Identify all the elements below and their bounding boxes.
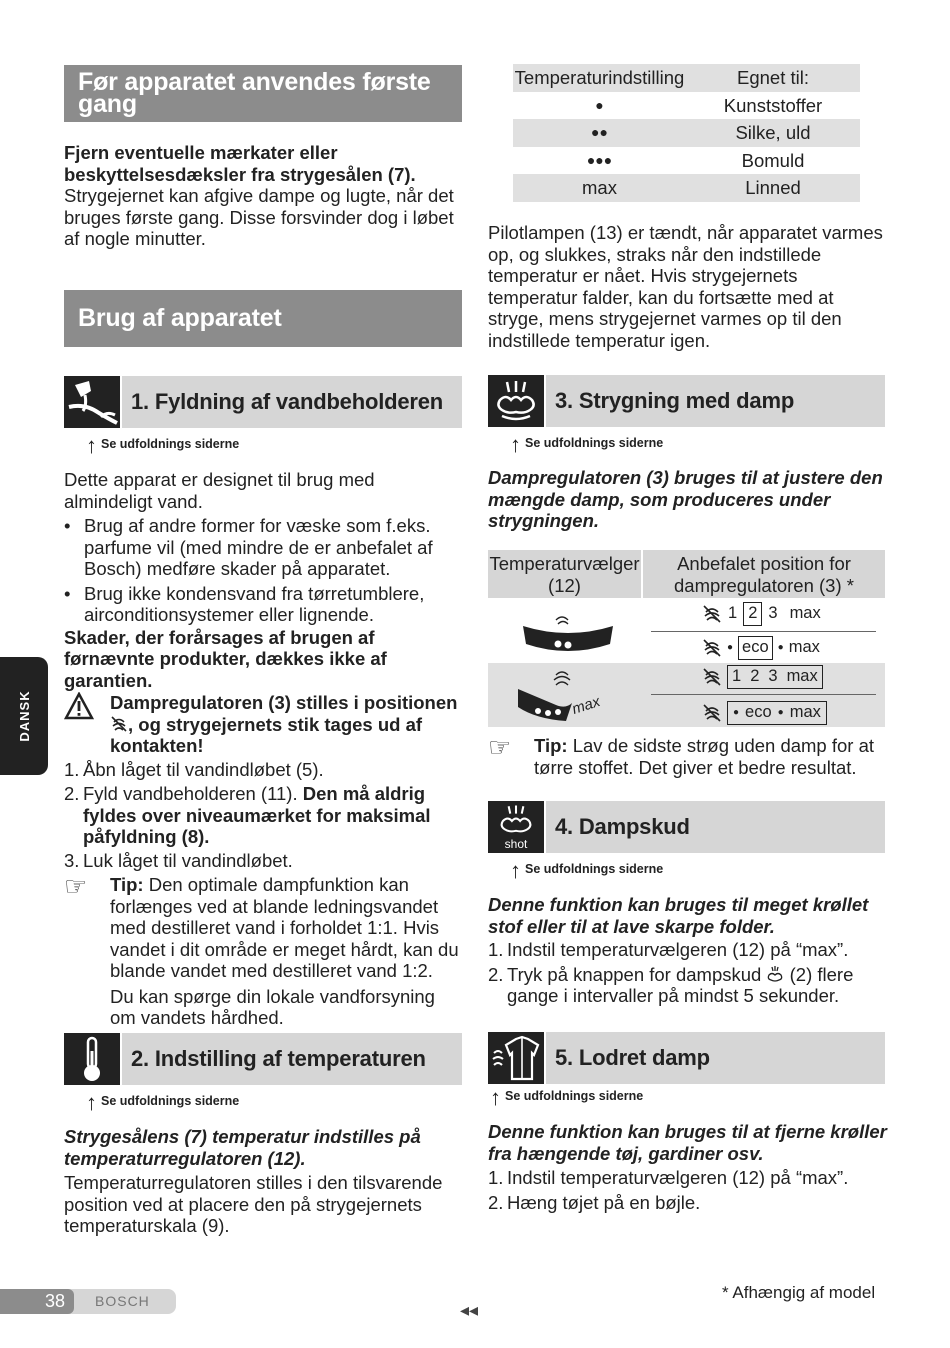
section-title-before-first-use: Før apparatet anvendes første gang xyxy=(64,65,462,122)
steam-table xyxy=(488,550,885,727)
list-item: 1. Indstil temperaturvælgeren (12) på “max”. xyxy=(488,1167,849,1188)
language-side-tab: DANSK xyxy=(0,657,48,775)
section1-header xyxy=(64,376,462,428)
section4-steps xyxy=(488,939,888,1007)
footnote: * Afhængig af model xyxy=(722,1283,876,1302)
dot-icon: ● xyxy=(727,642,734,654)
section1-body: Dette apparat er designet til brug med almindeligt vand. • Brug af andre former for væske som f.eks. parfume vil (med mindre de er anbefalet af Bosch) medføre skader på apparatet. • Brug ikke kondensvand fra tørretumblere, airconditionsystemer eller lignende. Skader, der forårsages af brugen af førnævnte produkter, dækkes ikke af garantien. Dampregulatoren (3) stilles i positionen , og strygejernets stik tages ud af kontakten! 1. Åbn låget til vandindløbet (5). 2. Fyld vandbeholderen (11). Den må aldrig fyldes over niveaumærket for maksimal påfyldning (8). 3. Luk låget til vandindløbet. ☞ Tip: Den optimale dampfunktion kan forlænges ved at blande ledningsvandet med destilleret vand i forholdet 1:1. Hvis vandet i dit område er meget hårdt, kan du blande vandet med destilleret vand 1:2. Du kan spørge din lokale vandforsyning om vandets hårdhed. xyxy=(64,469,464,1029)
steam-off-icon xyxy=(702,638,722,658)
steam-off-icon xyxy=(702,667,722,687)
section5-steps xyxy=(488,1167,888,1213)
dot-icon: ● xyxy=(777,642,784,654)
steam-off-icon xyxy=(702,703,722,723)
steam-table-col1-header: Temperaturvælger (12) xyxy=(488,550,641,598)
up-arrow-icon: ↑ xyxy=(510,857,521,883)
pointing-hand-icon: ☞ xyxy=(488,732,512,762)
list-item: 1. Åbn låget til vandindløbet (5). xyxy=(64,758,324,780)
steam-setting-row-1b: ● eco ● max xyxy=(702,636,820,660)
list-item: 2. Hæng tøjet på en bøjle. xyxy=(488,1191,701,1213)
list-item: 3. Luk låget til vandindløbet. xyxy=(64,849,293,871)
section1-bullets xyxy=(64,515,464,626)
table-row: ●●● Bomuld xyxy=(586,149,805,171)
see-ref-2: ↑ Se udfoldnings siderne xyxy=(86,1089,240,1115)
table-header-row: Temperaturindstilling Egnet til: xyxy=(513,64,860,92)
dot-icon: ● xyxy=(777,707,784,719)
up-arrow-icon: ↑ xyxy=(86,1089,97,1115)
caution-block: Dampregulatoren (3) stilles i positionen , og strygejernets stik tages ud af kontakten! xyxy=(64,692,464,757)
temperature-dial-max: max xyxy=(516,667,616,723)
pointing-hand-icon: ☞ xyxy=(64,871,88,901)
vertical-steam-shirt-icon xyxy=(488,1032,544,1084)
temperature-dial-low xyxy=(518,604,618,656)
section3-header xyxy=(488,375,885,427)
thermometer-icon xyxy=(64,1033,120,1085)
up-arrow-icon: ↑ xyxy=(510,431,521,457)
section4-body: Denne funktion kan bruges til meget krøllet stof eller til at lave skarpe folder. 1. Indstil temperaturvælgeren (12) på “max”. 2. Tryk på knappen for dampskud (2) flere gange i intervaller på mindst 5 sekunder. xyxy=(488,894,888,1007)
page-number: 38 xyxy=(0,1289,74,1314)
section3-intro: Dampregulatoren (3) bruges til at justere den mængde damp, som produceres under strygningen. xyxy=(488,467,883,531)
list-item: 2. Fyld vandbeholderen (11). Den må aldrig fyldes over niveaumærket for maksimal påfyldning (8). xyxy=(64,783,431,847)
see-ref-5: ↑ Se udfoldnings siderne xyxy=(490,1084,644,1110)
section4-header xyxy=(488,801,885,853)
table-row: ●● Silke, uld xyxy=(513,119,860,147)
warning-triangle-icon xyxy=(64,692,96,757)
steam-off-icon xyxy=(110,715,128,733)
steam-setting-row-2a: 1 2 3 max xyxy=(702,665,823,689)
section5-header xyxy=(488,1032,885,1084)
steam-shot-button-icon xyxy=(766,965,784,983)
pilot-lamp-text: Pilotlampen (13) er tændt, når apparatet varmes op, og slukkes, straks når den indstillede temperatur er nået. Hvis strygejernets temperatur falder, kan du fortsætte med at stryge, mens strygejernet varmes op til den indstillede temperatur igen. xyxy=(488,222,883,351)
section1-title: 1. Fyldning af vandbeholderen xyxy=(122,376,462,428)
list-item: 2. Tryk på knappen for dampskud (2) flere gange i intervaller på mindst 5 sekunder. xyxy=(488,963,854,1006)
section-title-use: Brug af apparatet xyxy=(64,290,462,347)
temperature-table xyxy=(513,64,860,202)
tip-block-3: ☞ Tip: Lav de sidste strøg uden damp for at tørre stoffet. Det giver et bedre resultat. xyxy=(488,732,875,778)
up-arrow-icon: ↑ xyxy=(490,1084,501,1110)
dot-icon: ● xyxy=(733,707,740,719)
steam-table-col2-header: Anbefalet position for dampregulatoren (3) * xyxy=(643,550,885,598)
section2-body: Strygesålens (7) temperatur indstilles på temperaturregulatoren (12). Temperaturregulatoren stilles i den tilsvarende position ved at placere den på strygejernets temperaturskala (9). xyxy=(64,1126,443,1236)
steam-icon xyxy=(488,375,544,427)
section5-body: Denne funktion kan bruges til at fjerne krøller fra hængende tøj, gardiner osv. 1. Indstil temperaturvælgeren (12) på “max”. 2. Hæng tøjet på en bøjle. xyxy=(488,1121,887,1213)
list-item: • Brug af andre former for væske som f.eks. parfume vil (med mindre de er anbefalet af Bosch) medføre skader på apparatet. xyxy=(64,515,464,580)
section4-title: 4. Dampskud xyxy=(546,801,885,853)
steam-setting-row-2b: ● eco ● max xyxy=(702,701,827,725)
divider xyxy=(651,694,876,695)
see-ref-1: ↑ Se udfoldnings siderne xyxy=(86,432,240,458)
list-item: 1. Indstil temperaturvælgeren (12) på “max”. xyxy=(488,939,849,960)
list-item: • Brug ikke kondensvand fra tørretumblere, airconditionsystemer eller lignende. xyxy=(64,583,464,626)
section1-steps xyxy=(64,759,464,872)
before-first-use-body: Fjern eventuelle mærkater eller beskyttelsesdæksler fra strygesålen (7). Strygejernet kan afgive dampe og lugte, når det bruges første gang. Disse forsvinder dog i løbet af nogle minutter. xyxy=(64,142,454,249)
section5-title: 5. Lodret damp xyxy=(546,1032,885,1084)
see-ref-4: ↑ Se udfoldnings siderne xyxy=(510,857,664,883)
steam-setting-row-1a: 1 2 3 max xyxy=(702,602,821,626)
water-fill-icon xyxy=(64,376,120,428)
up-arrow-icon: ↑ xyxy=(86,432,97,458)
steam-off-icon xyxy=(702,604,722,624)
table-row: ● Kunststoffer xyxy=(595,94,823,116)
section2-header xyxy=(64,1033,462,1085)
brand-label: BOSCH xyxy=(95,1293,150,1309)
previous-page-icon[interactable]: ◂◂ xyxy=(460,1300,479,1320)
tip-block-1: ☞ Tip: Den optimale dampfunktion kan forlænges ved at blande ledningsvandet med destilleret vand i forholdet 1:1. Hvis vandet i dit område er meget hårdt, kan du blande vandet med destilleret vand 1:2. Du kan spørge din lokale vandforsyning om vandets hårdhed. xyxy=(64,871,459,1028)
table-row: max Linned xyxy=(513,174,860,202)
section3-title: 3. Strygning med damp xyxy=(546,375,885,427)
steam-shot-icon: shot xyxy=(488,801,544,853)
see-ref-3: ↑ Se udfoldnings siderne xyxy=(510,431,664,457)
divider xyxy=(651,631,876,632)
section2-title: 2. Indstilling af temperaturen xyxy=(122,1033,462,1085)
